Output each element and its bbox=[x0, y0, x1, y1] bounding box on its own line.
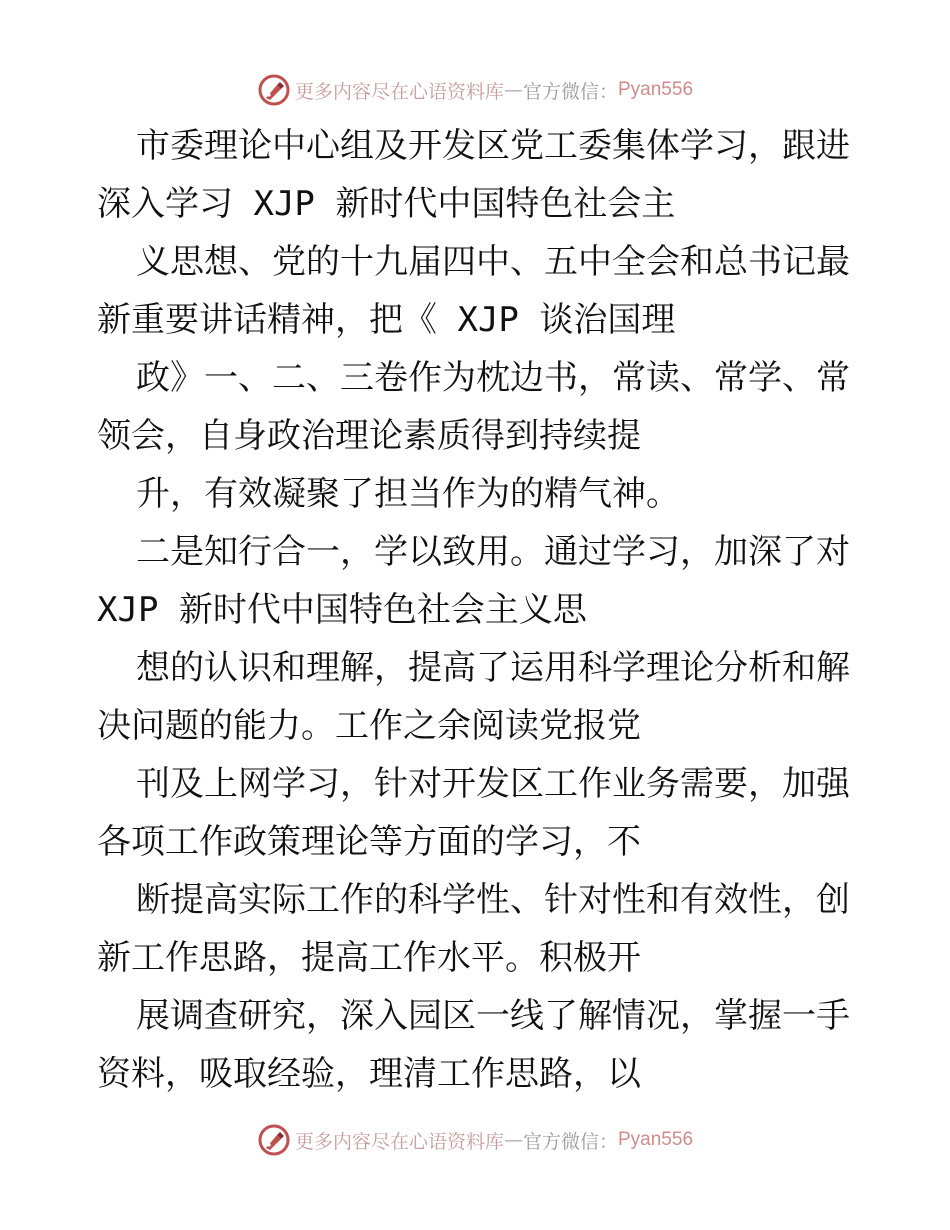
text-line: 新重要讲话精神，把《 XJP 谈治国理 bbox=[97, 300, 676, 340]
text-line: 展调查研究，深入园区一线了解情况，掌握一手 bbox=[136, 996, 850, 1036]
text-line: 市委理论中心组及开发区党工委集体学习，跟进 bbox=[136, 126, 850, 166]
text-line: XJP 新时代中国特色社会主义思 bbox=[97, 590, 587, 630]
watermark-dash: — bbox=[503, 79, 523, 101]
text-line: 想的认识和理解，提高了运用科学理论分析和解 bbox=[136, 648, 850, 688]
watermark-brand: 更多内容尽在心语资料库 bbox=[294, 80, 504, 103]
text-line: 政》一、二、三卷作为枕边书，常读、常学、常 bbox=[136, 358, 850, 398]
text-line: 二是知行合一，学以致用。通过学习，加深了对 bbox=[136, 532, 850, 572]
text-line: 各项工作政策理论等方面的学习，不 bbox=[97, 822, 641, 862]
text-line: 刊及上网学习，针对开发区工作业务需要，加强 bbox=[136, 764, 850, 804]
watermark-label: 官方微信： bbox=[522, 80, 618, 103]
watermark-dash: — bbox=[503, 1129, 523, 1151]
header-watermark bbox=[0, 70, 950, 110]
watermark-wechat-id: Pyan556 bbox=[618, 1129, 694, 1150]
text-line: 资料，吸取经验，理清工作思路，以 bbox=[97, 1054, 641, 1094]
pen-nib-seal-icon bbox=[257, 73, 291, 107]
text-line: 新工作思路，提高工作水平。积极开 bbox=[97, 938, 641, 978]
watermark-brand: 更多内容尽在心语资料库 bbox=[294, 1130, 504, 1153]
footer-watermark bbox=[0, 1120, 950, 1160]
text-line: 决问题的能力。工作之余阅读党报党 bbox=[97, 706, 641, 746]
text-line: 深入学习 XJP 新时代中国特色社会主 bbox=[97, 184, 676, 224]
text-line: 义思想、党的十九届四中、五中全会和总书记最 bbox=[136, 242, 850, 282]
text-line: 断提高实际工作的科学性、针对性和有效性，创 bbox=[136, 880, 850, 920]
pen-nib-seal-icon bbox=[257, 1123, 291, 1157]
text-line: 领会，自身政治理论素质得到持续提 bbox=[97, 416, 641, 456]
watermark-label: 官方微信： bbox=[522, 1130, 618, 1153]
text-line: 升，有效凝聚了担当作为的精气神。 bbox=[136, 474, 680, 514]
watermark-wechat-id: Pyan556 bbox=[618, 79, 694, 100]
